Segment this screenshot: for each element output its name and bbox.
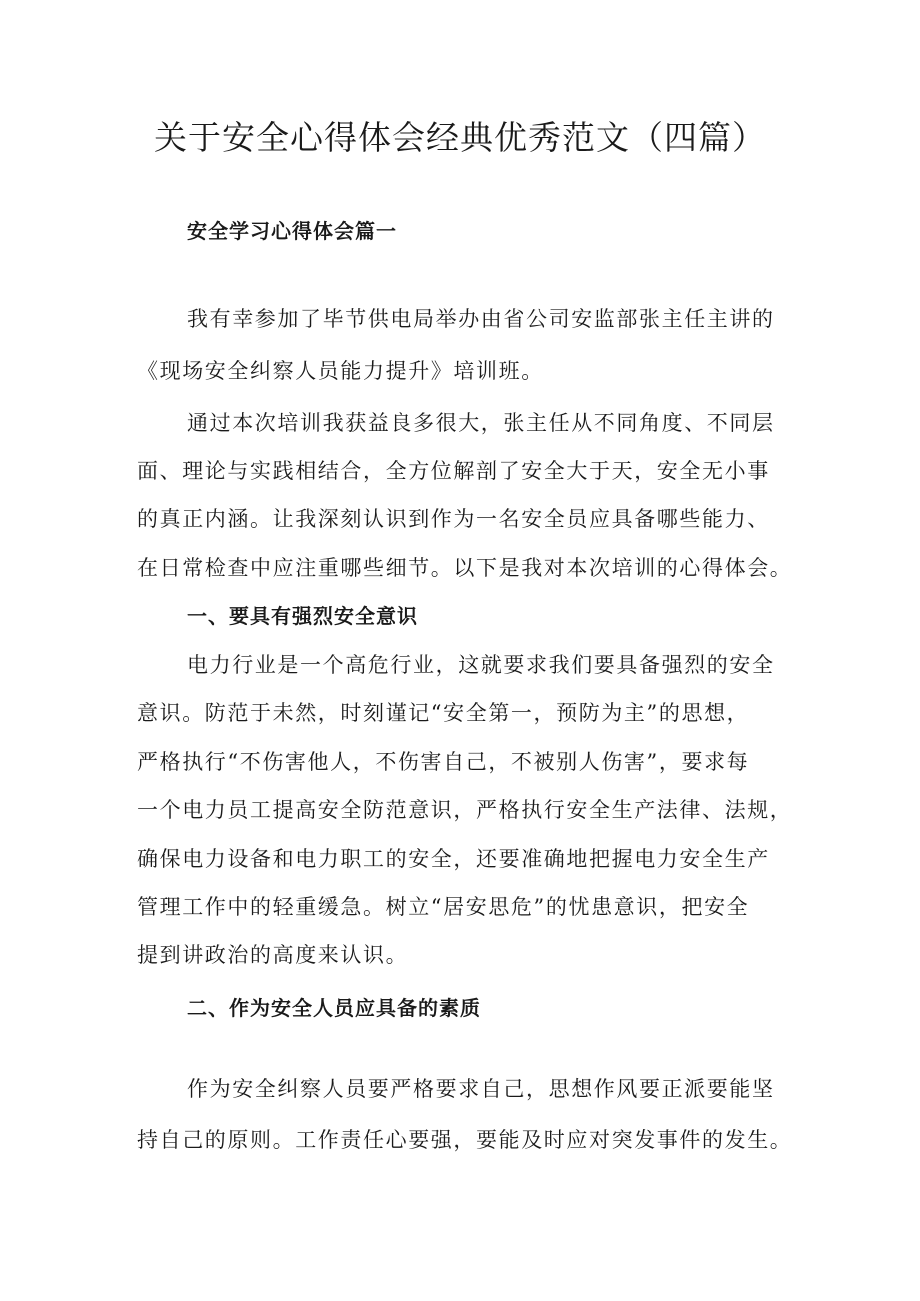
paragraph-line: 面、理论与实践相结合，全方位解剖了安全大于天，安全无小事 bbox=[137, 459, 770, 483]
paragraph-line: 的真正内涵。让我深刻认识到作为一名安全员应具备哪些能力、 bbox=[137, 507, 770, 531]
paragraph-line: 严格执行“不伤害他人，不伤害自己，不被别人伤害”，要求每 bbox=[137, 750, 750, 774]
subheading-two: 二、作为安全人员应具备的素质 bbox=[187, 996, 481, 1020]
paragraph-line: 作为安全纠察人员要严格要求自己，思想作风要正派要能坚 bbox=[187, 1077, 775, 1101]
paragraph-line: 一个电力员工提高安全防范意识，严格执行安全生产法律、法规， bbox=[137, 798, 793, 822]
paragraph-line: 意识。防范于未然，时刻谨记“安全第一，预防为主”的思想， bbox=[137, 701, 750, 725]
document-title: 关于安全心得体会经典优秀范文（四篇） bbox=[154, 118, 766, 157]
paragraph-line: 通过本次培训我获益良多很大，张主任从不同角度、不同层 bbox=[187, 411, 775, 435]
subheading-one: 一、要具有强烈安全意识 bbox=[187, 604, 418, 628]
paragraph-line: 持自己的原则。工作责任心要强，要能及时应对突发事件的发生。 bbox=[137, 1128, 793, 1152]
paragraph-line: 管理工作中的轻重缓急。树立“居安思危”的忧患意识，把安全 bbox=[137, 895, 750, 919]
paragraph-line: 《现场安全纠察人员能力提升》培训班。 bbox=[137, 359, 544, 383]
paragraph-line: 电力行业是一个高危行业，这就要求我们要具备强烈的安全 bbox=[187, 653, 775, 677]
paragraph-line: 确保电力设备和电力职工的安全，还要准确地把握电力安全生产 bbox=[137, 847, 770, 871]
paragraph-line: 提到讲政治的高度来认识。 bbox=[137, 943, 409, 967]
paragraph-line: 在日常检查中应注重哪些细节。以下是我对本次培训的心得体会。 bbox=[137, 556, 793, 580]
section-heading-part-one: 安全学习心得体会篇一 bbox=[187, 219, 397, 243]
paragraph-line: 我有幸参加了毕节供电局举办由省公司安监部张主任主讲的 bbox=[187, 307, 775, 331]
